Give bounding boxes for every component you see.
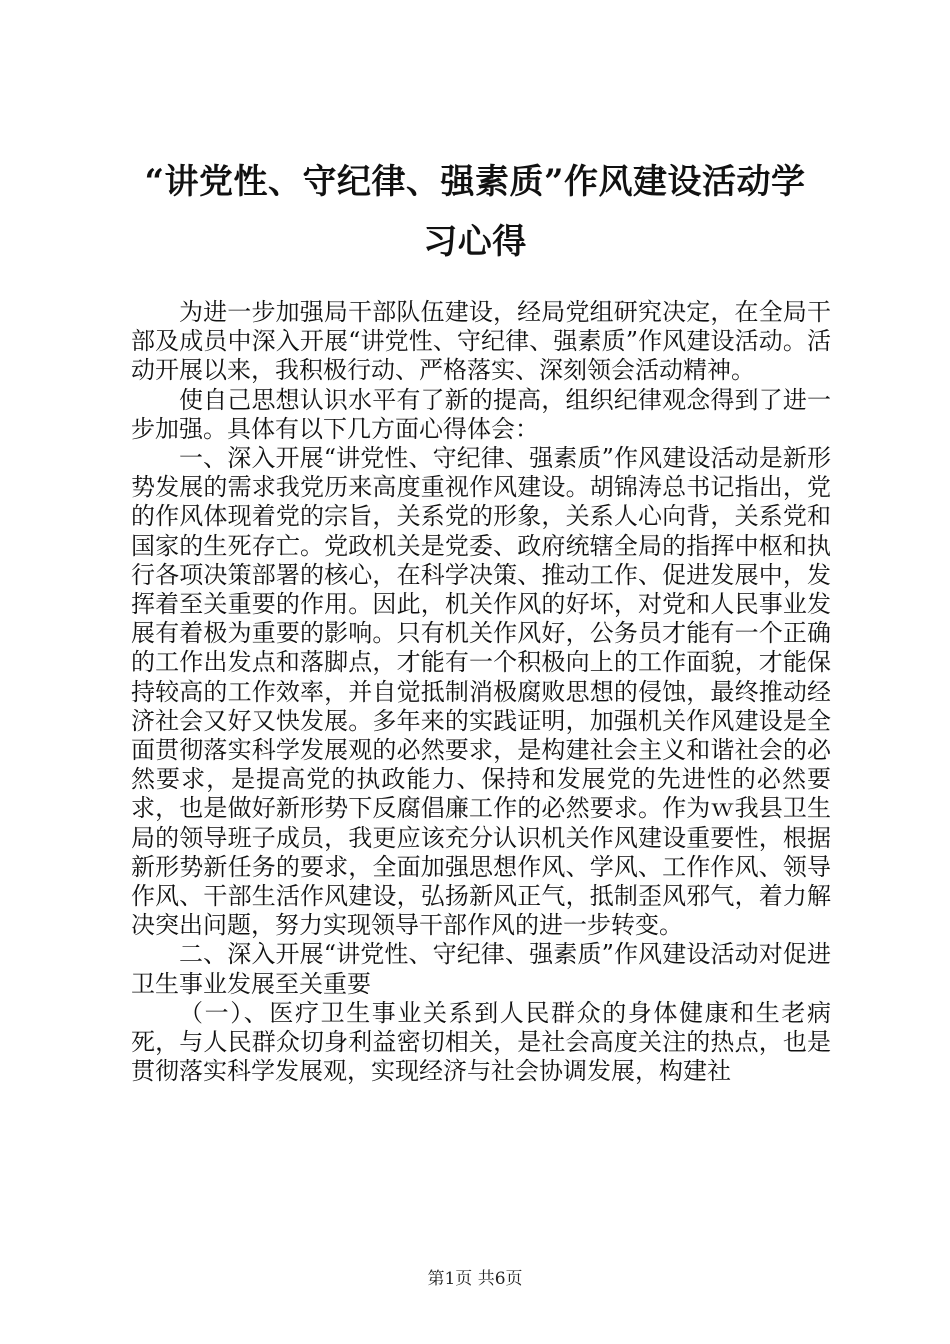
paragraph-section-2-heading: 二、深入开展“讲党性、守纪律、强素质”作风建设活动对促进卫生事业发展至关重要 <box>131 940 831 998</box>
paragraph-section-1: 一、深入开展“讲党性、守纪律、强素质”作风建设活动是新形势发展的需求我党历来高度重视作风建设。胡锦涛总书记指出，党的作风体现着党的宗旨，关系党的形象，关系人心向背，关系党和国家的生死存亡。党政机关是党委、政府统辖全局的指挥中枢和执行各项决策部署的核心，在科学决策、推动工作、促进发展中，发挥着至关重要的作用。因此，机关作风的好坏，对党和人民事业发展有着极为重要的影响。只有机关作风好，公务员才能有一个正确的工作出发点和落脚点，才能有一个积极向上的工作面貌，才能保持较高的工作效率，并自觉抵制消极腐败思想的侵蚀，最终推动经济社会又好又快发展。多年来的实践证明，加强机关作风建设是全面贯彻落实科学发展观的必然要求，是构建社会主义和谐社会的必然要求，是提高党的执政能力、保持和发展党的先进性的必然要求，也是做好新形势下反腐倡廉工作的必然要求。作为ｗ我县卫生局的领导班子成员，我更应该充分认识机关作风建设重要性，根据新形势新任务的要求，全面加强思想作风、学风、工作作风、领导作风、干部生活作风建设，弘扬新风正气，抵制歪风邪气，着力解决突出问题，努力实现领导干部作风的进一步转变。 <box>131 444 831 940</box>
paragraph-summary: 使自己思想认识水平有了新的提高，组织纪律观念得到了进一步加强。具体有以下几方面心得体会： <box>131 385 831 443</box>
page-number-footer: 第1页 共6页 <box>427 1269 523 1289</box>
document-title-line-2: 习心得 <box>423 222 527 262</box>
paragraph-section-2-1: （一）、医疗卫生事业关系到人民群众的身体健康和生老病死，与人民群众切身利益密切相关，是社会高度关注的热点，也是贯彻落实科学发展观，实现经济与社会协调发展，构建社 <box>131 998 831 1086</box>
document-title-line-1: “讲党性、守纪律、强素质”作风建设活动学 <box>144 162 806 202</box>
document-body <box>131 298 831 1086</box>
paragraph-intro: 为进一步加强局干部队伍建设，经局党组研究决定，在全局干部及成员中深入开展“讲党性、守纪律、强素质”作风建设活动。活动开展以来，我积极行动、严格落实、深刻领会活动精神。 <box>131 298 831 385</box>
